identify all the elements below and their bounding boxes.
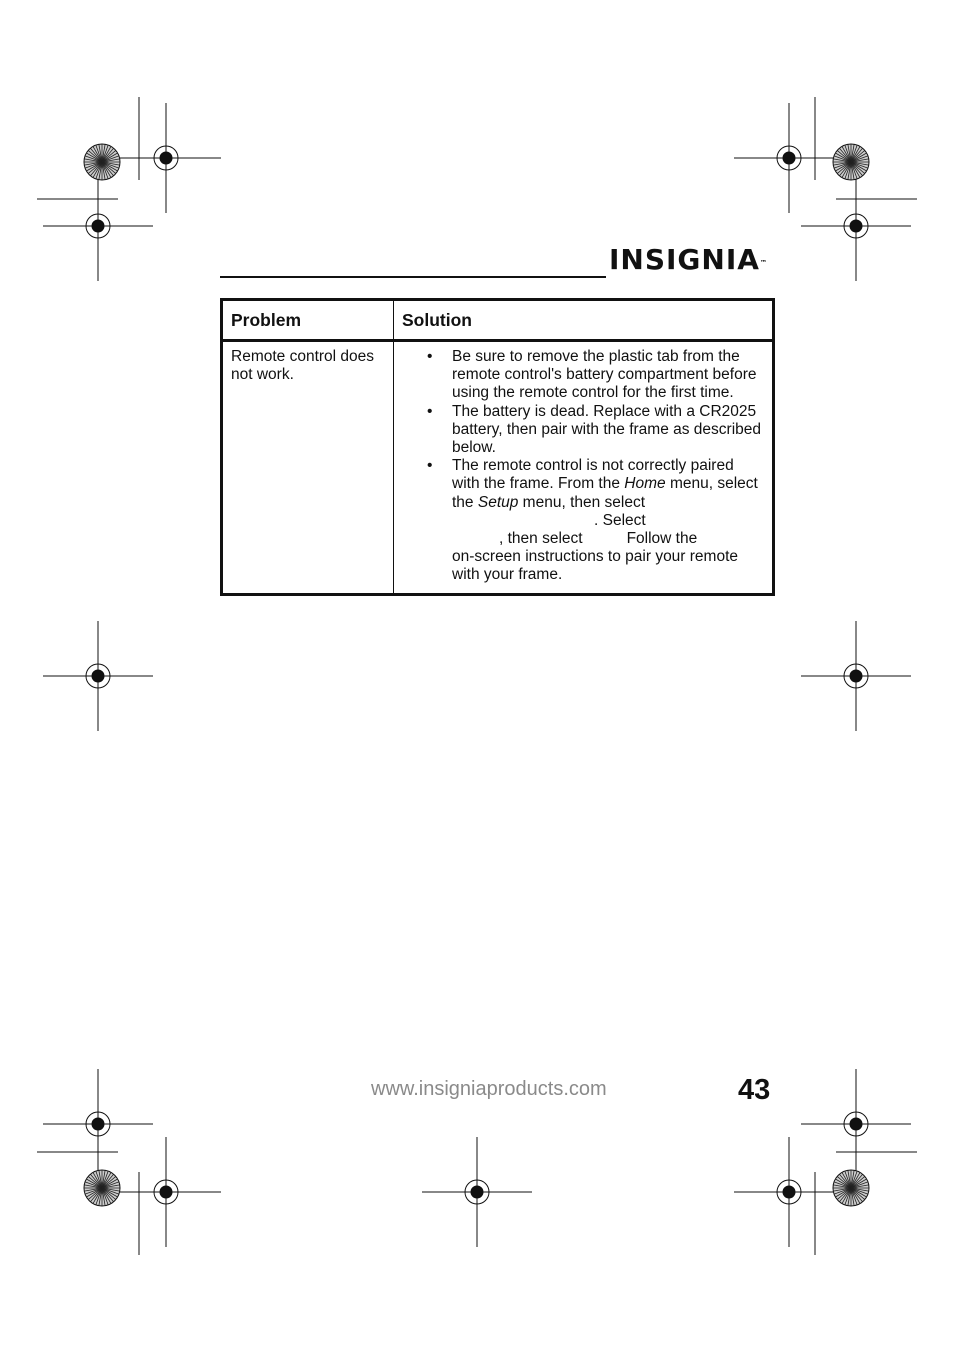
crosshair-icon <box>43 621 153 731</box>
problem-cell: Remote control does not work. <box>222 341 394 595</box>
troubleshooting-table <box>220 298 775 596</box>
crosshair-icon <box>801 621 911 731</box>
crosshair-icon <box>734 1137 844 1247</box>
list-item: • The remote control is not correctly paired with the frame. From the Home menu, select the Setup menu, then select . Select , then select Follow the on-screen instructions to pair your remote with your frame. <box>452 457 764 584</box>
crosshair-icon <box>111 1137 221 1247</box>
starburst-icon <box>833 1170 869 1206</box>
starburst-icon <box>84 144 120 180</box>
starburst-icon <box>833 144 869 180</box>
crosshair-icon <box>43 171 153 281</box>
table-row <box>222 341 774 595</box>
column-header-solution: Solution <box>394 300 774 341</box>
solution-cell <box>394 341 774 595</box>
list-item: • Be sure to remove the plastic tab from the remote control's battery compartment before using the remote control for the first time. <box>452 348 764 403</box>
page-number: 43 <box>738 1074 771 1106</box>
crosshair-icon <box>801 1069 911 1179</box>
header-rule <box>220 276 606 278</box>
crosshair-icon <box>422 1137 532 1247</box>
column-header-problem: Problem <box>222 300 394 341</box>
insignia-logo: INSIGNIA™ <box>609 243 767 276</box>
starburst-icon <box>84 1170 120 1206</box>
website-url: www.insigniaproducts.com <box>371 1078 607 1100</box>
crosshair-icon <box>801 171 911 281</box>
crosshair-icon <box>111 103 221 213</box>
list-item: • The battery is dead. Replace with a CR2025 battery, then pair with the frame as described below. <box>452 403 764 458</box>
table-header-row <box>222 300 774 341</box>
crosshair-icon <box>734 103 844 213</box>
solution-list <box>402 348 764 585</box>
crosshair-icon <box>43 1069 153 1179</box>
